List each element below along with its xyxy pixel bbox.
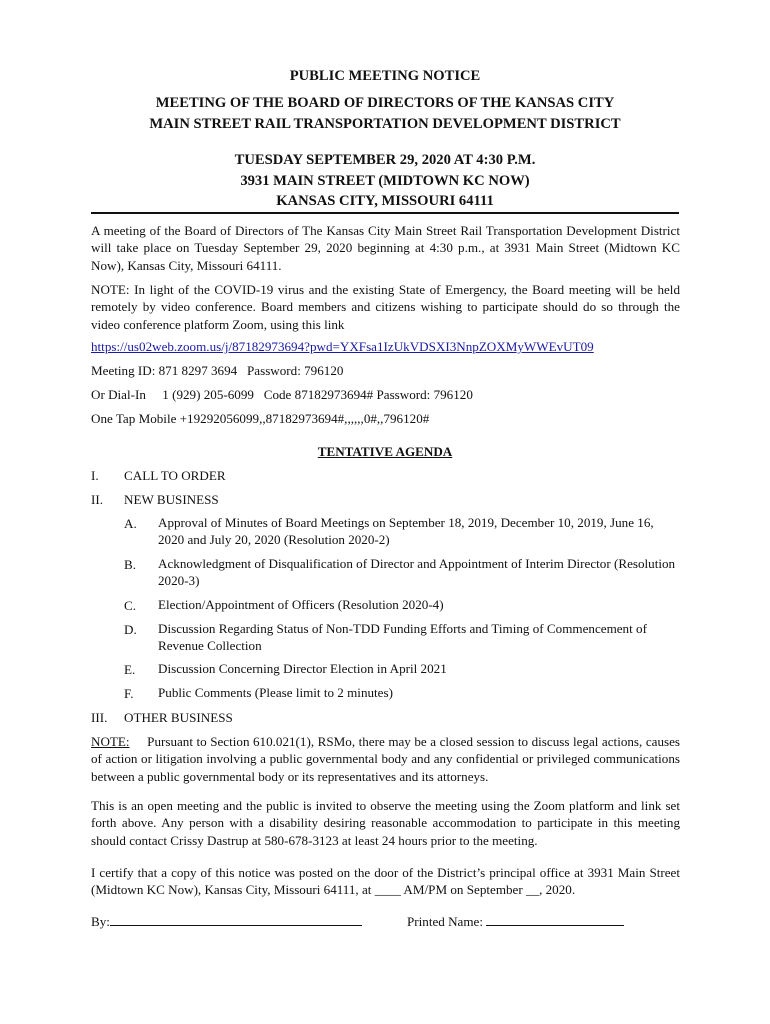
open-meeting-paragraph: This is an open meeting and the public is invited to observe the meeting using the Zoom platform and link set forth above. Any person with a disability desiring reasonable accommodation to participate in this meeting should contact Crissy Dastrup at 580-678-3123 at least 24 hours prior to the meeting. (91, 798, 680, 848)
certification-paragraph: I certify that a copy of this notice was posted on the door of the District’s principal office at 3931 Main Street (Midtown KC Now), Kansas City, Missouri 64111, at ____ AM/PM on September __, 2020. (91, 865, 680, 898)
one-tap-line: One Tap Mobile +19292056099,,87182973694#,,,,,,0#,,796120# (91, 411, 430, 426)
meeting-heading-line1: MEETING OF THE BOARD OF DIRECTORS OF THE KANSAS CITY (155, 95, 615, 111)
agenda-item-letter: F. (124, 686, 134, 701)
agenda-item-letter: A. (124, 516, 137, 531)
agenda-section-title: OTHER BUSINESS (124, 710, 233, 725)
agenda-item-text: Discussion Regarding Status of Non-TDD Funding Efforts and Timing of Commencement of Revenue Collection (158, 621, 647, 653)
signature-by-line (91, 913, 362, 930)
agenda-item-letter: C. (124, 598, 137, 613)
closed-session-paragraph (91, 733, 680, 785)
agenda-item-text: Discussion Concerning Director Election in April 2021 (158, 661, 447, 676)
agenda-section-number: III. (91, 710, 108, 725)
signature-by-label: By: (91, 914, 110, 929)
agenda-section-title: CALL TO ORDER (124, 468, 226, 483)
agenda-item-text: Approval of Minutes of Board Meetings on September 18, 2019, December 10, 2019, June 16, 2020 and July 20, 2020 (Resolution 2020-2) (158, 515, 654, 547)
closed-session-label: NOTE: (91, 734, 130, 749)
printed-name-line (407, 913, 624, 930)
signature-blank (110, 913, 362, 926)
zoom-link-line (91, 338, 594, 355)
agenda-section-number: I. (91, 468, 99, 483)
meeting-city: KANSAS CITY, MISSOURI 64111 (276, 193, 494, 209)
agenda-item-text: Public Comments (Please limit to 2 minutes) (158, 685, 393, 700)
agenda-item-letter: D. (124, 622, 137, 637)
meeting-heading (0, 93, 770, 134)
meeting-id-line: Meeting ID: 871 8297 3694 Password: 796120 (91, 363, 344, 378)
agenda-section-number: II. (91, 492, 103, 507)
covid-note-paragraph: NOTE: In light of the COVID-19 virus and the existing State of Emergency, the Board meeting will be held remotely by video conference. Board members and citizens wishing to participate should do so through the video conference platform Zoom, using this link (91, 282, 680, 332)
heading-divider (91, 212, 679, 214)
zoom-link[interactable]: https://us02web.zoom.us/j/87182973694?pwd=YXFsa1IzUkVDSXI3NnpZOXMyWWEvUT09 (91, 339, 594, 354)
agenda-item-letter: B. (124, 557, 137, 572)
agenda-item-text: Election/Appointment of Officers (Resolution 2020-4) (158, 597, 444, 612)
meeting-address: 3931 MAIN STREET (MIDTOWN KC NOW) (240, 172, 530, 189)
agenda-heading: TENTATIVE AGENDA (317, 444, 453, 459)
date-location-block (0, 150, 770, 212)
meeting-heading-line2: MAIN STREET RAIL TRANSPORTATION DEVELOPMENT DISTRICT (149, 115, 621, 132)
printed-name-label: Printed Name: (407, 914, 483, 929)
intro-paragraph: A meeting of the Board of Directors of The Kansas City Main Street Rail Transportation Development District will take place on Tuesday September 29, 2020 beginning at 4:30 p.m., at 3931 Main Street (Midtown KC Now), Kansas City, Missouri 64111. (91, 223, 680, 273)
closed-session-text: Pursuant to Section 610.021(1), RSMo, there may be a closed session to discuss legal actions, causes of action or litigation involving a public governmental body and any confidential or privileged communications between a public governmental body or its representatives and its attorneys. (91, 734, 680, 784)
printed-name-blank (486, 913, 624, 926)
notice-title: PUBLIC MEETING NOTICE (289, 68, 481, 84)
agenda-section-title: NEW BUSINESS (124, 492, 219, 507)
dial-in-line: Or Dial-In 1 (929) 205-6099 Code 87182973694# Password: 796120 (91, 387, 473, 402)
meeting-date: TUESDAY SEPTEMBER 29, 2020 AT 4:30 P.M. (234, 152, 536, 168)
agenda-item-text: Acknowledgment of Disqualification of Director and Appointment of Interim Director (Resolution 2020-3) (158, 556, 676, 588)
agenda-item-letter: E. (124, 662, 136, 677)
